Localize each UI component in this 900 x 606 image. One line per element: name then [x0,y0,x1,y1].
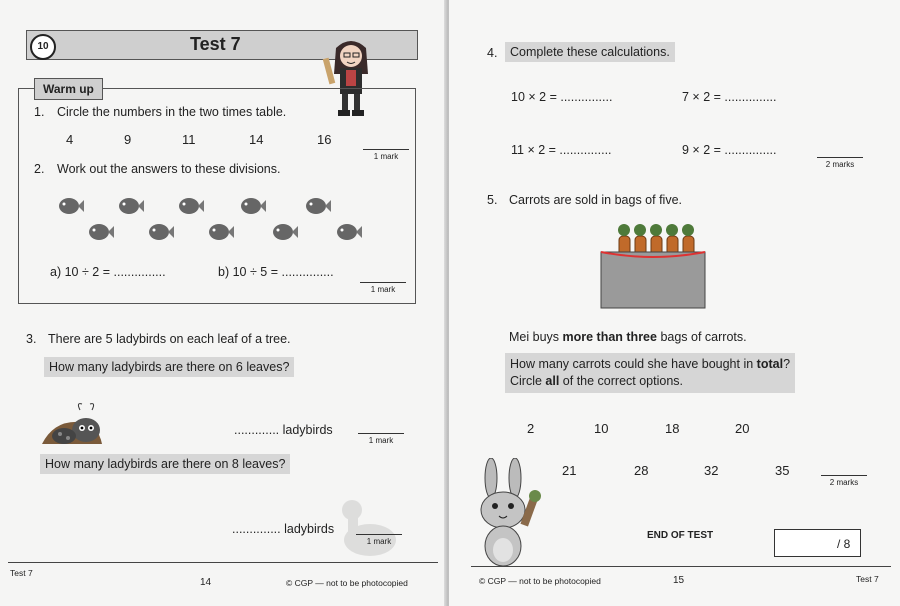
fish-icon [118,196,144,216]
copyright-notice: © CGP — not to be photocopied [479,576,601,586]
q1-mark-label: 1 mark [363,149,409,161]
carrot-bag-illustration [599,218,709,310]
end-of-test-label: END OF TEST [647,530,714,541]
page-number: 15 [673,575,685,586]
q5-line1-emphasis: more than three [562,330,657,344]
q5-line3-start: Circle [510,374,546,388]
q5-line3-emphasis: all [545,374,560,388]
q5-option[interactable]: 20 [735,421,750,436]
q1-option[interactable]: 11 [182,132,196,147]
q5-line1-end: bags of carrots. [656,330,747,344]
q4-mark-label: 2 marks [817,157,863,169]
q4-calc-3[interactable]: 11 × 2 = ............... [511,143,612,157]
left-page [0,0,446,606]
q3-part2-question: How many ladybirds are there on 8 leaves? [40,454,290,474]
footer-test-label: Test 7 [10,568,33,578]
q5-line2-emphasis: total [756,357,784,371]
q5-text: Carrots are sold in bags of five. [509,193,682,207]
q3-mark2-label: 1 mark [356,534,402,546]
fish-icon [336,222,362,242]
q1-option[interactable]: 9 [124,132,132,147]
q5-mark-label: 2 marks [821,475,867,487]
q3-number: 3. [26,332,37,346]
q4-calc-2[interactable]: 7 × 2 = ............... [682,90,777,104]
q2b-division[interactable]: b) 10 ÷ 5 = ............... [218,265,334,279]
fish-icon [148,222,174,242]
q2-number: 2. [34,162,45,176]
q1-option[interactable]: 14 [249,132,264,147]
fish-icon [272,222,298,242]
footer-rule [471,566,891,567]
q3-text: There are 5 ladybirds on each leaf of a tree. [48,332,291,346]
rabbit-illustration [471,458,551,568]
q5-line2 [510,356,790,373]
timer-icon: 10 [30,34,56,60]
q4-text: Complete these calculations. [505,42,675,62]
page-title: Test 7 [190,34,241,54]
q5-line2-start: How many carrots could she have bought in [510,357,757,371]
fish-icon [240,196,266,216]
q5-option[interactable]: 35 [775,463,790,478]
right-page [449,0,900,606]
score-total: / 8 [837,537,851,551]
q5-option[interactable]: 2 [527,421,535,436]
q5-option[interactable]: 28 [634,463,649,478]
q5-line3-end: of the correct options. [559,374,684,388]
q1-option[interactable]: 4 [66,132,74,147]
footer-rule [8,562,438,563]
q3-answer2[interactable]: .............. ladybirds [232,522,335,536]
q1-text: Circle the numbers in the two times table. [57,105,287,119]
fish-icon [88,222,114,242]
ladybird-illustration [40,400,106,450]
q5-line1-start: Mei buys [509,330,563,344]
fish-icon [208,222,234,242]
fish-icon [58,196,84,216]
fish-icon [178,196,204,216]
q2-text: Work out the answers to these divisions. [57,162,281,176]
q5-line3 [510,373,790,390]
q5-option[interactable]: 32 [704,463,719,478]
q5-line1 [509,330,747,344]
q1-number: 1. [34,105,45,119]
q4-number: 4. [487,46,498,60]
page-number: 14 [200,577,212,588]
q3-part1-question: How many ladybirds are there on 6 leaves? [44,357,294,377]
q4-calc-1[interactable]: 10 × 2 = ............... [511,90,613,104]
q5-option[interactable]: 21 [562,463,577,478]
q5-option[interactable]: 18 [665,421,680,436]
copyright-notice: © CGP — not to be photocopied [286,578,408,588]
footer-test-label: Test 7 [856,574,879,584]
q5-instructions [505,353,795,393]
q3-answer1[interactable]: ............. ladybirds [234,423,333,437]
q2a-division[interactable]: a) 10 ÷ 2 = ............... [50,265,166,279]
q2-mark-label: 1 mark [360,282,406,294]
duck-watermark-illustration [330,490,400,560]
q1-option[interactable]: 16 [317,132,332,147]
q5-option[interactable]: 10 [594,421,609,436]
q5-line2-end: ? [783,357,791,371]
q3-mark1-label: 1 mark [358,433,404,445]
q5-number: 5. [487,193,498,207]
warmup-label: Warm up [34,78,103,100]
fish-icon [305,196,331,216]
q4-calc-4[interactable]: 9 × 2 = ............... [682,143,777,157]
